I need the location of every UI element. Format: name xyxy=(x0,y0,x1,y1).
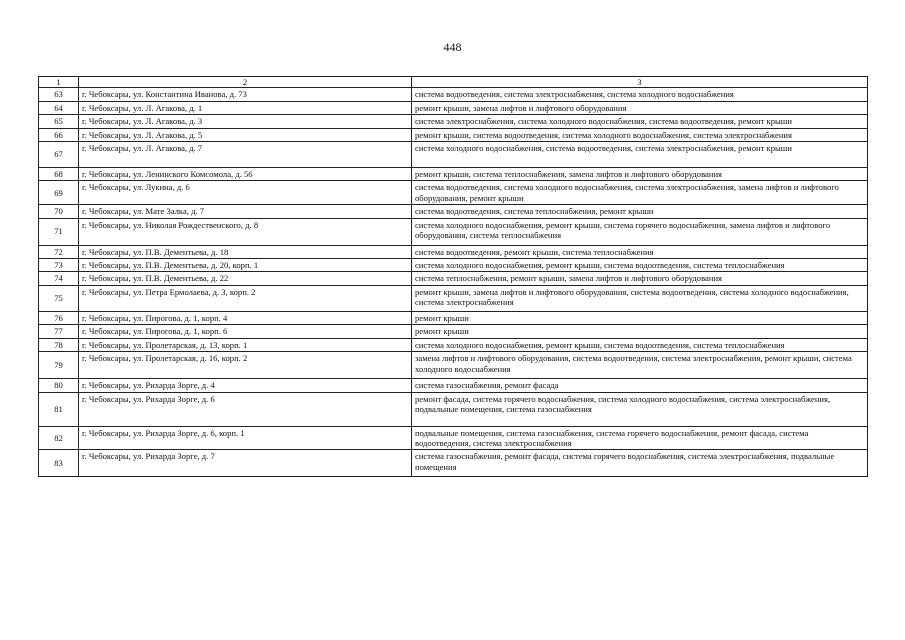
row-number-cell: 73 xyxy=(39,259,79,272)
row-address-cell: г. Чебоксары, ул. Петра Ермолаева, д. 3, корп. 2 xyxy=(79,285,412,311)
row-address-cell: г. Чебоксары, ул. П.В. Дементьева, д. 22 xyxy=(79,272,412,285)
row-address-cell: г. Чебоксары, ул. Пролетарская, д. 16, корп. 2 xyxy=(79,352,412,379)
row-address-cell: г. Чебоксары, ул. Николая Рождественского, д. 8 xyxy=(79,218,412,245)
row-number-cell: 70 xyxy=(39,205,79,218)
row-works-cell: ремонт крыши, система теплоснабжения, замена лифтов и лифтового оборудования xyxy=(412,168,868,181)
row-number-cell: 64 xyxy=(39,101,79,114)
table-row xyxy=(39,338,868,351)
row-works-cell: система газоснабжения, ремонт фасада xyxy=(412,379,868,392)
row-works-cell: система водоотведения, ремонт крыши, система теплоснабжения xyxy=(412,245,868,258)
table-row xyxy=(39,181,868,205)
row-number-cell: 63 xyxy=(39,88,79,101)
row-works-cell: система холодного водоснабжения, ремонт крыши, система горячего водоснабжения, замена лифтов и лифтового оборудования, система теплоснабжения xyxy=(412,218,868,245)
row-address-cell: г. Чебоксары, ул. Пирогова, д. 1, корп. 4 xyxy=(79,311,412,324)
row-number-cell: 67 xyxy=(39,142,79,168)
row-number-cell: 82 xyxy=(39,426,79,450)
row-number-cell: 83 xyxy=(39,450,79,477)
row-number-cell: 72 xyxy=(39,245,79,258)
row-works-cell: ремонт крыши, замена лифтов и лифтового оборудования xyxy=(412,101,868,114)
table-row xyxy=(39,128,868,141)
row-works-cell: ремонт крыши xyxy=(412,311,868,324)
table-row xyxy=(39,205,868,218)
row-number-cell: 75 xyxy=(39,285,79,311)
row-works-cell: система газоснабжения, ремонт фасада, система горячего водоснабжения, система электроснабжения, подвальные помещения xyxy=(412,450,868,477)
row-address-cell: г. Чебоксары, ул. Рихарда Зорге, д. 6, корп. 1 xyxy=(79,426,412,450)
row-works-cell: замена лифтов и лифтового оборудования, система водоотведения, система электроснабжения, ремонт крыши, система холодного водоснабжения xyxy=(412,352,868,379)
page-number: 448 xyxy=(443,40,462,54)
header-cell-works: 3 xyxy=(412,77,868,88)
row-number-cell: 65 xyxy=(39,115,79,128)
row-address-cell: г. Чебоксары, ул. Пролетарская, д. 13, корп. 1 xyxy=(79,338,412,351)
row-number-cell: 77 xyxy=(39,325,79,338)
table-row xyxy=(39,379,868,392)
row-number-cell: 80 xyxy=(39,379,79,392)
row-works-cell: подвальные помещения, система газоснабжения, система горячего водоснабжения, ремонт фасада, система водоотведения, система электроснабжения xyxy=(412,426,868,450)
row-number-cell: 81 xyxy=(39,392,79,426)
row-works-cell: система холодного водоснабжения, ремонт крыши, система водоотведения, система теплоснабжения xyxy=(412,259,868,272)
table-row xyxy=(39,142,868,168)
row-address-cell: г. Чебоксары, ул. Л. Агакова, д. 7 xyxy=(79,142,412,168)
table-row xyxy=(39,168,868,181)
row-number-cell: 69 xyxy=(39,181,79,205)
row-works-cell: ремонт фасада, система горячего водоснабжения, система холодного водоснабжения, система электроснабжения, подвальные помещения, система газоснабжения xyxy=(412,392,868,426)
table-row xyxy=(39,218,868,245)
row-number-cell: 78 xyxy=(39,338,79,351)
row-number-cell: 68 xyxy=(39,168,79,181)
row-works-cell: система водоотведения, система электроснабжения, система холодного водоснабжения xyxy=(412,88,868,101)
row-works-cell: система водоотведения, система теплоснабжения, ремонт крыши xyxy=(412,205,868,218)
table-row xyxy=(39,115,868,128)
table-row xyxy=(39,259,868,272)
row-address-cell: г. Чебоксары, ул. П.В. Дементьева, д. 20, корп. 1 xyxy=(79,259,412,272)
table-row xyxy=(39,352,868,379)
table-row xyxy=(39,325,868,338)
table-row xyxy=(39,426,868,450)
row-address-cell: г. Чебоксары, ул. Рихарда Зорге, д. 4 xyxy=(79,379,412,392)
table-row xyxy=(39,88,868,101)
row-address-cell: г. Чебоксары, ул. П.В. Дементьева, д. 18 xyxy=(79,245,412,258)
row-number-cell: 76 xyxy=(39,311,79,324)
table-row xyxy=(39,285,868,311)
row-works-cell: ремонт крыши, замена лифтов и лифтового оборудования, система водоотведения, система холодного водоснабжения, система электроснабжения xyxy=(412,285,868,311)
row-address-cell: г. Чебоксары, ул. Пирогова, д. 1, корп. 6 xyxy=(79,325,412,338)
works-table xyxy=(38,76,868,477)
row-address-cell: г. Чебоксары, ул. Константина Иванова, д. 73 xyxy=(79,88,412,101)
row-works-cell: система водоотведения, система холодного водоснабжения, система электроснабжения, замена лифтов и лифтового оборудования, ремонт крыши xyxy=(412,181,868,205)
row-number-cell: 74 xyxy=(39,272,79,285)
row-number-cell: 71 xyxy=(39,218,79,245)
table-row xyxy=(39,450,868,477)
row-address-cell: г. Чебоксары, ул. Мате Залка, д. 7 xyxy=(79,205,412,218)
row-address-cell: г. Чебоксары, ул. Л. Агакова, д. 3 xyxy=(79,115,412,128)
row-works-cell: система холодного водоснабжения, ремонт крыши, система водоотведения, система теплоснабжения xyxy=(412,338,868,351)
header-cell-address: 2 xyxy=(79,77,412,88)
table-row xyxy=(39,245,868,258)
table-row xyxy=(39,392,868,426)
row-works-cell: система холодного водоснабжения, система водоотведения, система электроснабжения, ремонт крыши xyxy=(412,142,868,168)
header-cell-number: 1 xyxy=(39,77,79,88)
row-works-cell: ремонт крыши xyxy=(412,325,868,338)
table-row xyxy=(39,101,868,114)
row-number-cell: 79 xyxy=(39,352,79,379)
row-address-cell: г. Чебоксары, ул. Л. Агакова, д. 1 xyxy=(79,101,412,114)
table-row xyxy=(39,311,868,324)
row-works-cell: система теплоснабжения, ремонт крыши, замена лифтов и лифтового оборудования xyxy=(412,272,868,285)
row-works-cell: система электроснабжения, система холодного водоснабжения, система водоотведения, ремонт крыши xyxy=(412,115,868,128)
row-number-cell: 66 xyxy=(39,128,79,141)
row-address-cell: г. Чебоксары, ул. Рихарда Зорге, д. 6 xyxy=(79,392,412,426)
row-address-cell: г. Чебоксары, ул. Л. Агакова, д. 5 xyxy=(79,128,412,141)
row-address-cell: г. Чебоксары, ул. Ленинского Комсомола, д. 56 xyxy=(79,168,412,181)
table-header-row xyxy=(39,77,868,88)
table-row xyxy=(39,272,868,285)
row-address-cell: г. Чебоксары, ул. Рихарда Зорге, д. 7 xyxy=(79,450,412,477)
row-address-cell: г. Чебоксары, ул. Лукина, д. 6 xyxy=(79,181,412,205)
row-works-cell: ремонт крыши, система водоотведения, система холодного водоснабжения, система электроснабжения xyxy=(412,128,868,141)
